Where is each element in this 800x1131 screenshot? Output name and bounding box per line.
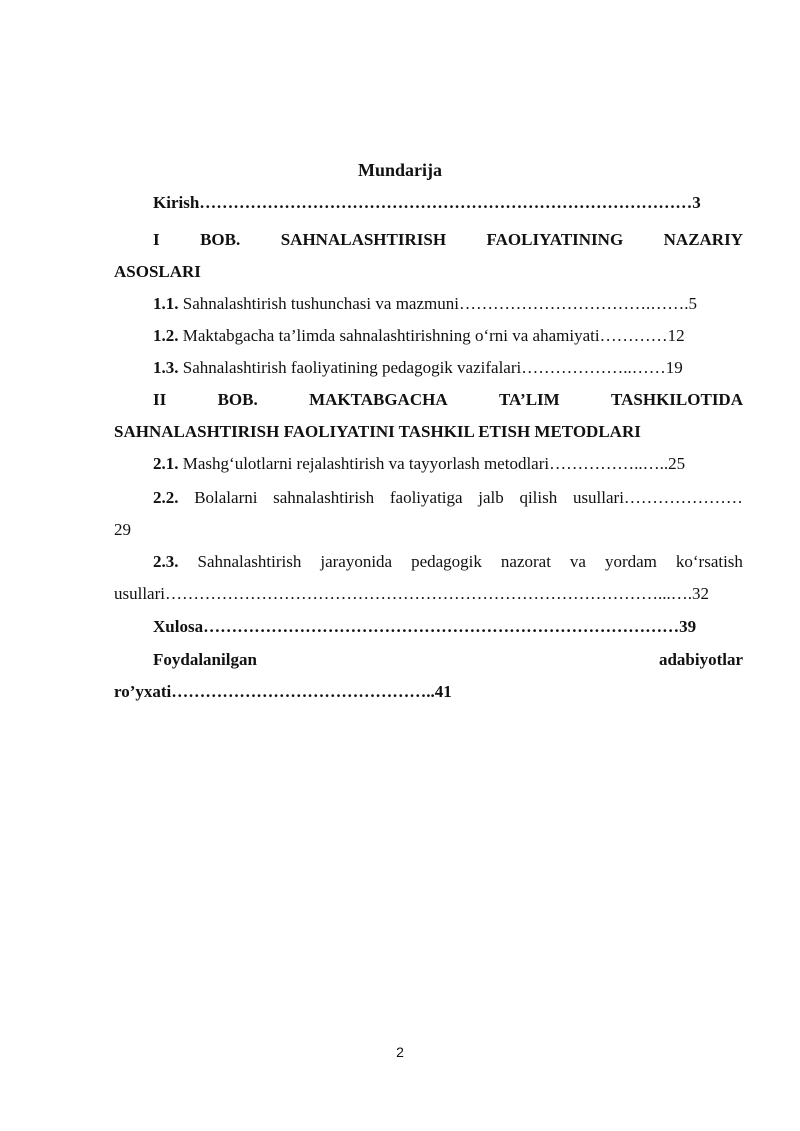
- toc-entry-2-2: [153, 486, 743, 510]
- section-title: Mashg‘ulotlarni rejalashtirish va tayyorlash metodlari: [178, 454, 550, 473]
- section-word: usullari: [114, 584, 165, 603]
- section-title: Sahnalashtirish faoliyatining pedagogik vazifalari: [178, 358, 522, 377]
- toc-entry-word: Foydalanilgan: [153, 650, 257, 669]
- toc-entry-references-continuation: [114, 680, 452, 704]
- section-number: 1.3.: [153, 358, 179, 377]
- toc-entry-2-3-continuation: [114, 582, 709, 606]
- toc-page-number: 12: [667, 326, 685, 345]
- toc-page-number: 41: [434, 682, 452, 701]
- chapter-word: SAHNALASHTIRISH: [280, 230, 447, 249]
- section-word: qilish: [519, 488, 558, 507]
- chapter-word: TASHKILOTIDA: [611, 390, 743, 409]
- toc-entry-label: Kirish: [153, 193, 200, 212]
- section-word: Sahnalashtirish: [197, 552, 302, 571]
- section-word: pedagogik: [411, 552, 482, 571]
- toc-entry-1-2: [153, 324, 685, 348]
- toc-entry-word: ro’yxati: [114, 682, 172, 701]
- chapter-word: TA’LIM: [498, 390, 560, 409]
- section-word: jarayonida: [320, 552, 393, 571]
- toc-entry-1-1: [153, 292, 697, 316]
- toc-entry-references: [153, 648, 743, 672]
- toc-chapter-1-heading: [153, 228, 743, 252]
- toc-page-number: 19: [665, 358, 683, 377]
- section-number: 2.3.: [153, 552, 179, 571]
- section-number: 1.1.: [153, 294, 179, 313]
- toc-dots: ……………..…..: [549, 454, 669, 473]
- section-word: ko‘rsatish: [675, 552, 743, 571]
- toc-page-number: 29: [114, 520, 131, 539]
- toc-entry-2-3: [153, 550, 743, 574]
- toc-dots: ………………..……: [521, 358, 666, 377]
- toc-dots: …………………………….…….: [458, 294, 689, 313]
- section-word: Bolalarni: [194, 488, 258, 507]
- toc-chapter-2-heading: [153, 388, 743, 412]
- chapter-word: MAKTABGACHA: [309, 390, 448, 409]
- toc-entry-label: Xulosa: [153, 617, 204, 636]
- toc-entry-kirish: [153, 191, 701, 215]
- toc-entry-2-1: [153, 452, 685, 476]
- section-word: yordam: [604, 552, 657, 571]
- toc-page-number: 3: [692, 193, 701, 212]
- section-number: 1.2.: [153, 326, 179, 345]
- toc-dots: …………………………………………………………………………: [203, 617, 680, 636]
- section-word: faoliyatiga: [389, 488, 463, 507]
- section-word: sahnalashtirish: [273, 488, 375, 507]
- toc-chapter-2-continuation: SAHNALASHTIRISH FAOLIYATINI TASHKIL ETISH METODLARI: [114, 422, 641, 441]
- section-word: jalb: [478, 488, 504, 507]
- toc-dots: ………………………………………..: [171, 682, 435, 701]
- toc-title: Mundarija: [357, 160, 442, 180]
- toc-chapter-1-continuation: ASOSLARI: [114, 262, 201, 281]
- section-word: va: [569, 552, 586, 571]
- chapter-word: BOB.: [217, 390, 258, 409]
- chapter-word: I: [153, 230, 160, 249]
- toc-dots: …………: [599, 326, 668, 345]
- chapter-word: NAZARIY: [663, 230, 743, 249]
- toc-page-number: 32: [692, 584, 709, 603]
- toc-entry-word: adabiyotlar: [658, 650, 743, 669]
- toc-page-number: 5: [688, 294, 697, 313]
- toc-dots: ……………………………………………………………………………...….: [165, 584, 692, 603]
- section-word: usullari…………………: [572, 488, 743, 507]
- section-word: nazorat: [500, 552, 551, 571]
- section-title: Maktabgacha ta’limda sahnalashtirishning o‘rni va ahamiyati: [178, 326, 600, 345]
- toc-entry-1-3: [153, 356, 683, 380]
- chapter-word: BOB.: [200, 230, 241, 249]
- page-number: 2: [396, 1044, 404, 1060]
- toc-page-number: 39: [679, 617, 697, 636]
- toc-page-number: 25: [668, 454, 686, 473]
- section-number: 2.1.: [153, 454, 179, 473]
- toc-dots: ……………………………………………………………………………: [199, 193, 693, 212]
- section-number: 2.2.: [153, 488, 179, 507]
- chapter-word: FAOLIYATINING: [486, 230, 624, 249]
- section-title: Sahnalashtirish tushunchasi va mazmuni: [178, 294, 459, 313]
- chapter-word: II: [153, 390, 167, 409]
- toc-entry-xulosa: [153, 615, 696, 639]
